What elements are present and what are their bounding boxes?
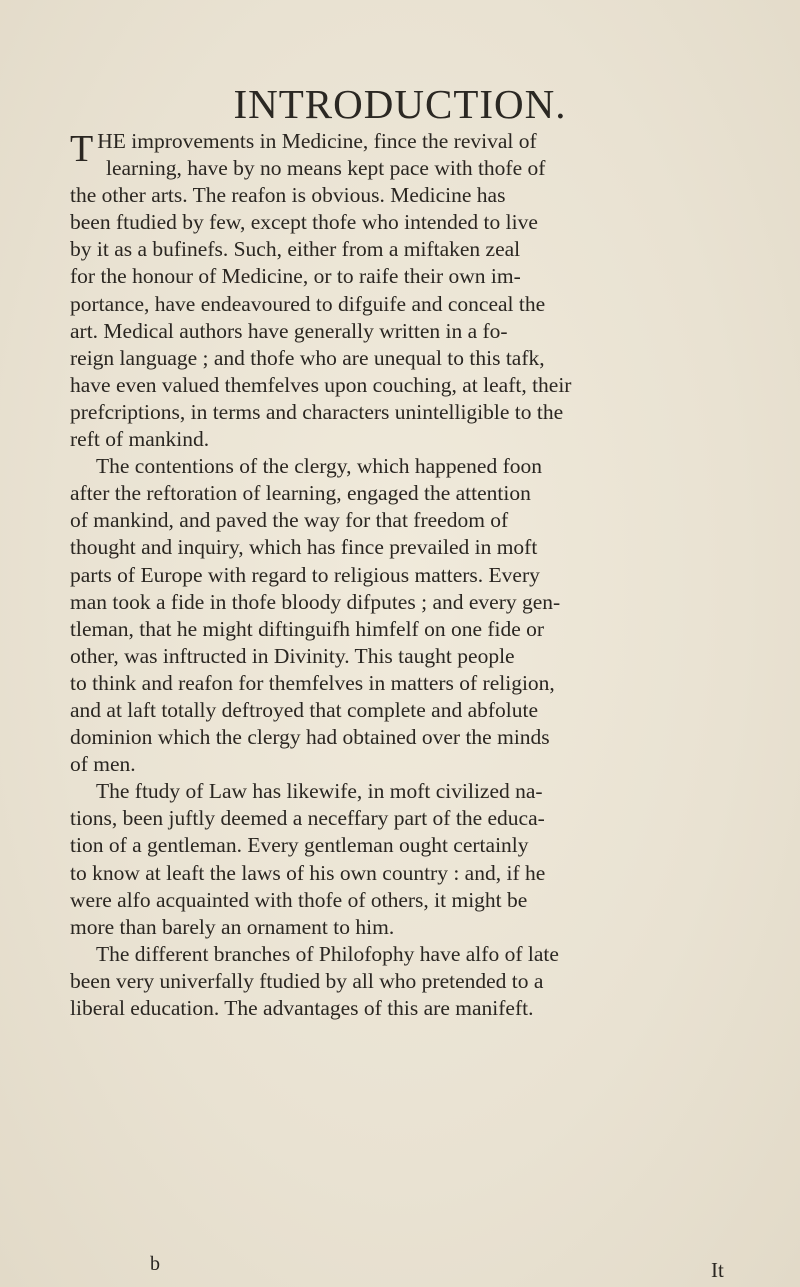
text-line: after the reftoration of learning, engaged the attention: [70, 481, 531, 506]
text-line: The ftudy of Law has likewife, in moft civilized na-: [96, 779, 543, 804]
text-line: parts of Europe with regard to religious matters. Every: [70, 562, 540, 587]
text-line: liberal education. The advantages of this are manifeft.: [70, 996, 534, 1020]
text-line: the other arts. The reafon is obvious. Medicine has: [70, 183, 506, 208]
signature-mark: b: [150, 1253, 160, 1275]
text-line: been very univerfally ftudied by all who pretended to a: [70, 968, 544, 993]
text-line: The contentions of the clergy, which happened foon: [96, 454, 542, 479]
text-line: thought and inquiry, which has fince prevailed in moft: [70, 535, 538, 560]
text-line: portance, have endeavoured to difguife and conceal the: [70, 291, 546, 316]
text-line: tion of a gentleman. Every gentleman ought certainly: [70, 833, 529, 858]
text-line: man took a fide in thofe bloody difputes ; and every gen-: [70, 589, 561, 614]
text-line: were alfo acquainted with thofe of others, it might be: [70, 887, 528, 912]
text-line: and at laft totally deftroyed that complete and abfolute: [70, 697, 539, 722]
text-line: for the honour of Medicine, or to raife their own im-: [70, 264, 521, 289]
text-line: to know at leaft the laws of his own country : and, if he: [70, 860, 546, 885]
text-line: learning, have by no means kept pace with thofe of: [106, 156, 546, 181]
text-line: reft of mankind.: [70, 427, 210, 452]
text-line: reign language ; and thofe who are unequal to this tafk,: [70, 345, 545, 370]
page-heading: INTRODUCTION.: [233, 81, 567, 127]
text-line: been ftudied by few, except thofe who intended to live: [70, 210, 538, 235]
text-line: tions, been juftly deemed a neceffary part of the educa-: [70, 806, 545, 831]
drop-cap: T: [70, 128, 94, 170]
text-line: by it as a bufinefs. Such, either from a miftaken zeal: [70, 237, 521, 262]
text-line: other, was inftructed in Divinity. This taught people: [70, 643, 515, 668]
text-line: art. Medical authors have generally written in a fo-: [70, 318, 508, 343]
text-line: dominion which the clergy had obtained over the minds: [70, 725, 550, 750]
catchword: It: [711, 1258, 724, 1282]
text-line: HE improvements in Medicine, fince the revival of: [97, 129, 537, 153]
body-text: [70, 128, 742, 1022]
text-line: to think and reafon for themfelves in matters of religion,: [70, 670, 555, 695]
text-line: more than barely an ornament to him.: [70, 914, 395, 939]
text-line: of mankind, and paved the way for that freedom of: [70, 508, 509, 533]
text-line: have even valued themfelves upon couching, at leaft, their: [70, 372, 572, 397]
text-line: of men.: [70, 752, 136, 777]
text-line: The different branches of Philofophy have alfo of late: [96, 941, 559, 966]
text-line: prefcriptions, in terms and characters unintelligible to the: [70, 399, 564, 424]
text-line: tleman, that he might diftinguifh himfelf on one fide or: [70, 616, 545, 641]
